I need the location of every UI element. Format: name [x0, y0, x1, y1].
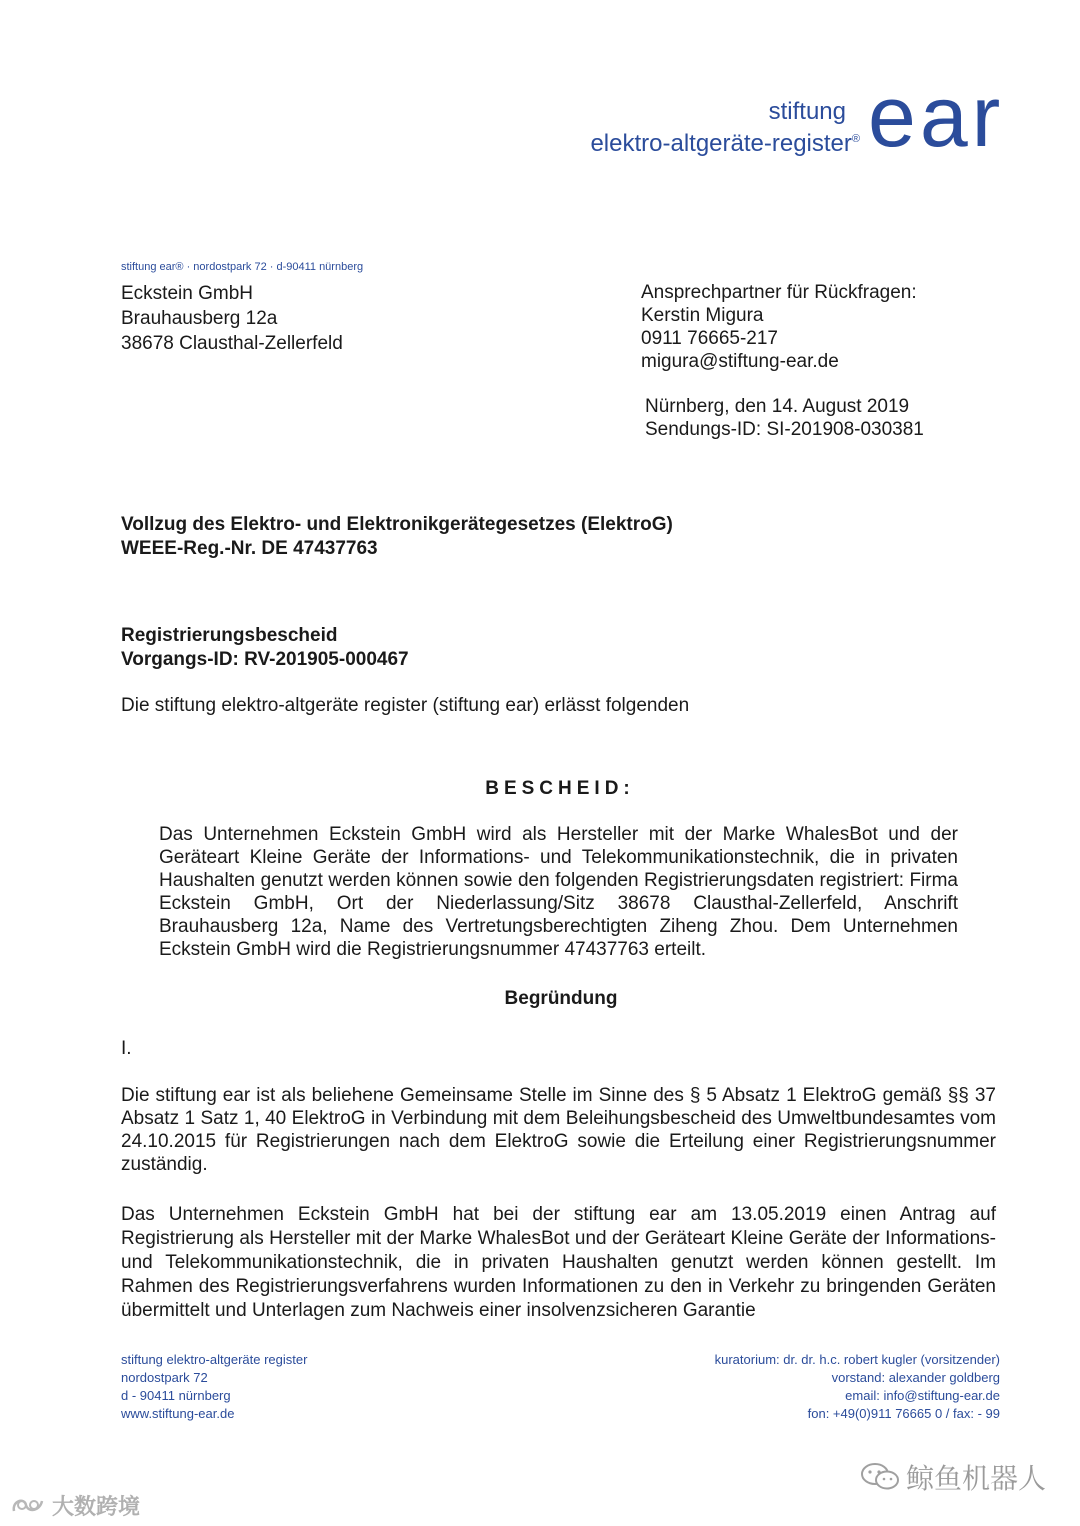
contact-block	[641, 281, 917, 373]
footer-city: d - 90411 nürnberg	[121, 1388, 231, 1403]
contact-phone: 0911 76665-217	[641, 328, 778, 349]
decision-title-block	[121, 624, 409, 672]
logo-registered-mark: ®	[851, 133, 860, 145]
footer-right	[600, 1351, 1000, 1423]
subject-block	[121, 513, 673, 561]
paragraph-2: Das Unternehmen Eckstein GmbH hat bei der stiftung ear am 13.05.2019 einen Antrag auf Registrierung als Hersteller mit der Marke WhalesBot und der Geräteart Kleine Geräte der Informations- und Telekommunikationstechnik, die in privaten Haushalten genutzt werden können gestellt. Im Rahmen des Registrierungsverfahrens wurden Informationen zu den in Verkehr zu bringenden Geräten übermittelt und Unterlagen zum Nachweis einer insolvenzsicheren Garantie	[121, 1204, 996, 1321]
watermark-right	[860, 1457, 1046, 1500]
footer-website: www.stiftung-ear.de	[121, 1406, 235, 1421]
footer-phone-fax: fon: +49(0)911 76665 0 / fax: - 99	[807, 1406, 1000, 1421]
watermark-right-text: 鲸鱼机器人	[906, 1463, 1047, 1494]
footer-left	[121, 1351, 307, 1423]
wechat-icon	[860, 1461, 900, 1500]
contact-email: migura@stiftung-ear.de	[641, 351, 839, 372]
dateline	[645, 395, 924, 441]
contact-heading: Ansprechpartner für Rückfragen:	[641, 282, 917, 303]
logo-ear-mark: ear	[868, 69, 1005, 165]
shipment-id: Sendungs-ID: SI-201908-030381	[645, 419, 924, 440]
letter-date: Nürnberg, den 14. August 2019	[645, 396, 910, 417]
recipient-city: 38678 Clausthal-Zellerfeld	[121, 333, 343, 354]
watermark-left-text: 大数跨境	[52, 1494, 141, 1519]
recipient-name: Eckstein GmbH	[121, 283, 253, 304]
footer-board: kuratorium: dr. dr. h.c. robert kugler (vorsitzender)	[714, 1352, 1000, 1367]
begruendung-heading: Begründung	[504, 988, 618, 1009]
intro-sentence: Die stiftung elektro-altgeräte register (stiftung ear) erlässt folgenden	[121, 695, 690, 716]
section-number: I.	[121, 1038, 132, 1059]
footer-street: nordostpark 72	[121, 1370, 208, 1385]
logo-register-text	[560, 130, 860, 158]
brand-swirl-icon	[10, 1493, 46, 1523]
bescheid-paragraph: Das Unternehmen Eckstein GmbH wird als Hersteller mit der Marke WhalesBot und der Geräteart Kleine Geräte der Informations- und Telekommunikationstechnik, die in privaten Haushalten genutzt werden können sowie den folgenden Registrierungsdaten registriert: Firma Eckstein GmbH, Ort der Niederlassung/Sitz 38678 Clausthal-Zellerfeld, Anschrift Brauhausberg 12a, Name des Vertretungsberechtigten Ziheng Zhou. Dem Unternehmen Eckstein GmbH wird die Registrierungsnummer 47437763 erteilt.	[159, 824, 958, 960]
subject-line-2: WEEE-Reg.-Nr. DE 47437763	[121, 538, 378, 559]
paragraph-1: Die stiftung ear ist als beliehene Gemeinsame Stelle im Sinne des § 5 Absatz 1 ElektroG gemäß §§ 37 Absatz 1 Satz 1, 40 ElektroG in Verbindung mit dem Beleihungsbescheid des Umweltbundesamtes vom 24.10.2015 für Registrierungen nach dem ElektroG sowie die Erteilung einer Registrierungsnummer zuständig.	[121, 1085, 996, 1175]
return-address: stiftung ear® · nordostpark 72 · d-90411 nürnberg	[121, 261, 364, 273]
footer-email: email: info@stiftung-ear.de	[845, 1388, 1000, 1403]
recipient-address	[121, 281, 343, 356]
decision-title: Registrierungsbescheid	[121, 625, 338, 646]
recipient-street: Brauhausberg 12a	[121, 308, 278, 329]
footer-org-name: stiftung elektro-altgeräte register	[121, 1352, 308, 1367]
logo-stiftung-text: stiftung	[768, 98, 846, 125]
subject-line-1: Vollzug des Elektro- und Elektronikgerätegesetzes (ElektroG)	[121, 514, 673, 535]
footer-executive: vorstand: alexander goldberg	[831, 1370, 1000, 1385]
watermark-left	[10, 1490, 140, 1523]
process-id: Vorgangs-ID: RV-201905-000467	[121, 649, 409, 670]
bescheid-heading: BESCHEID:	[485, 778, 635, 799]
logo-register-label: elektro-altgeräte-register	[590, 130, 852, 157]
contact-person: Kerstin Migura	[641, 305, 764, 326]
